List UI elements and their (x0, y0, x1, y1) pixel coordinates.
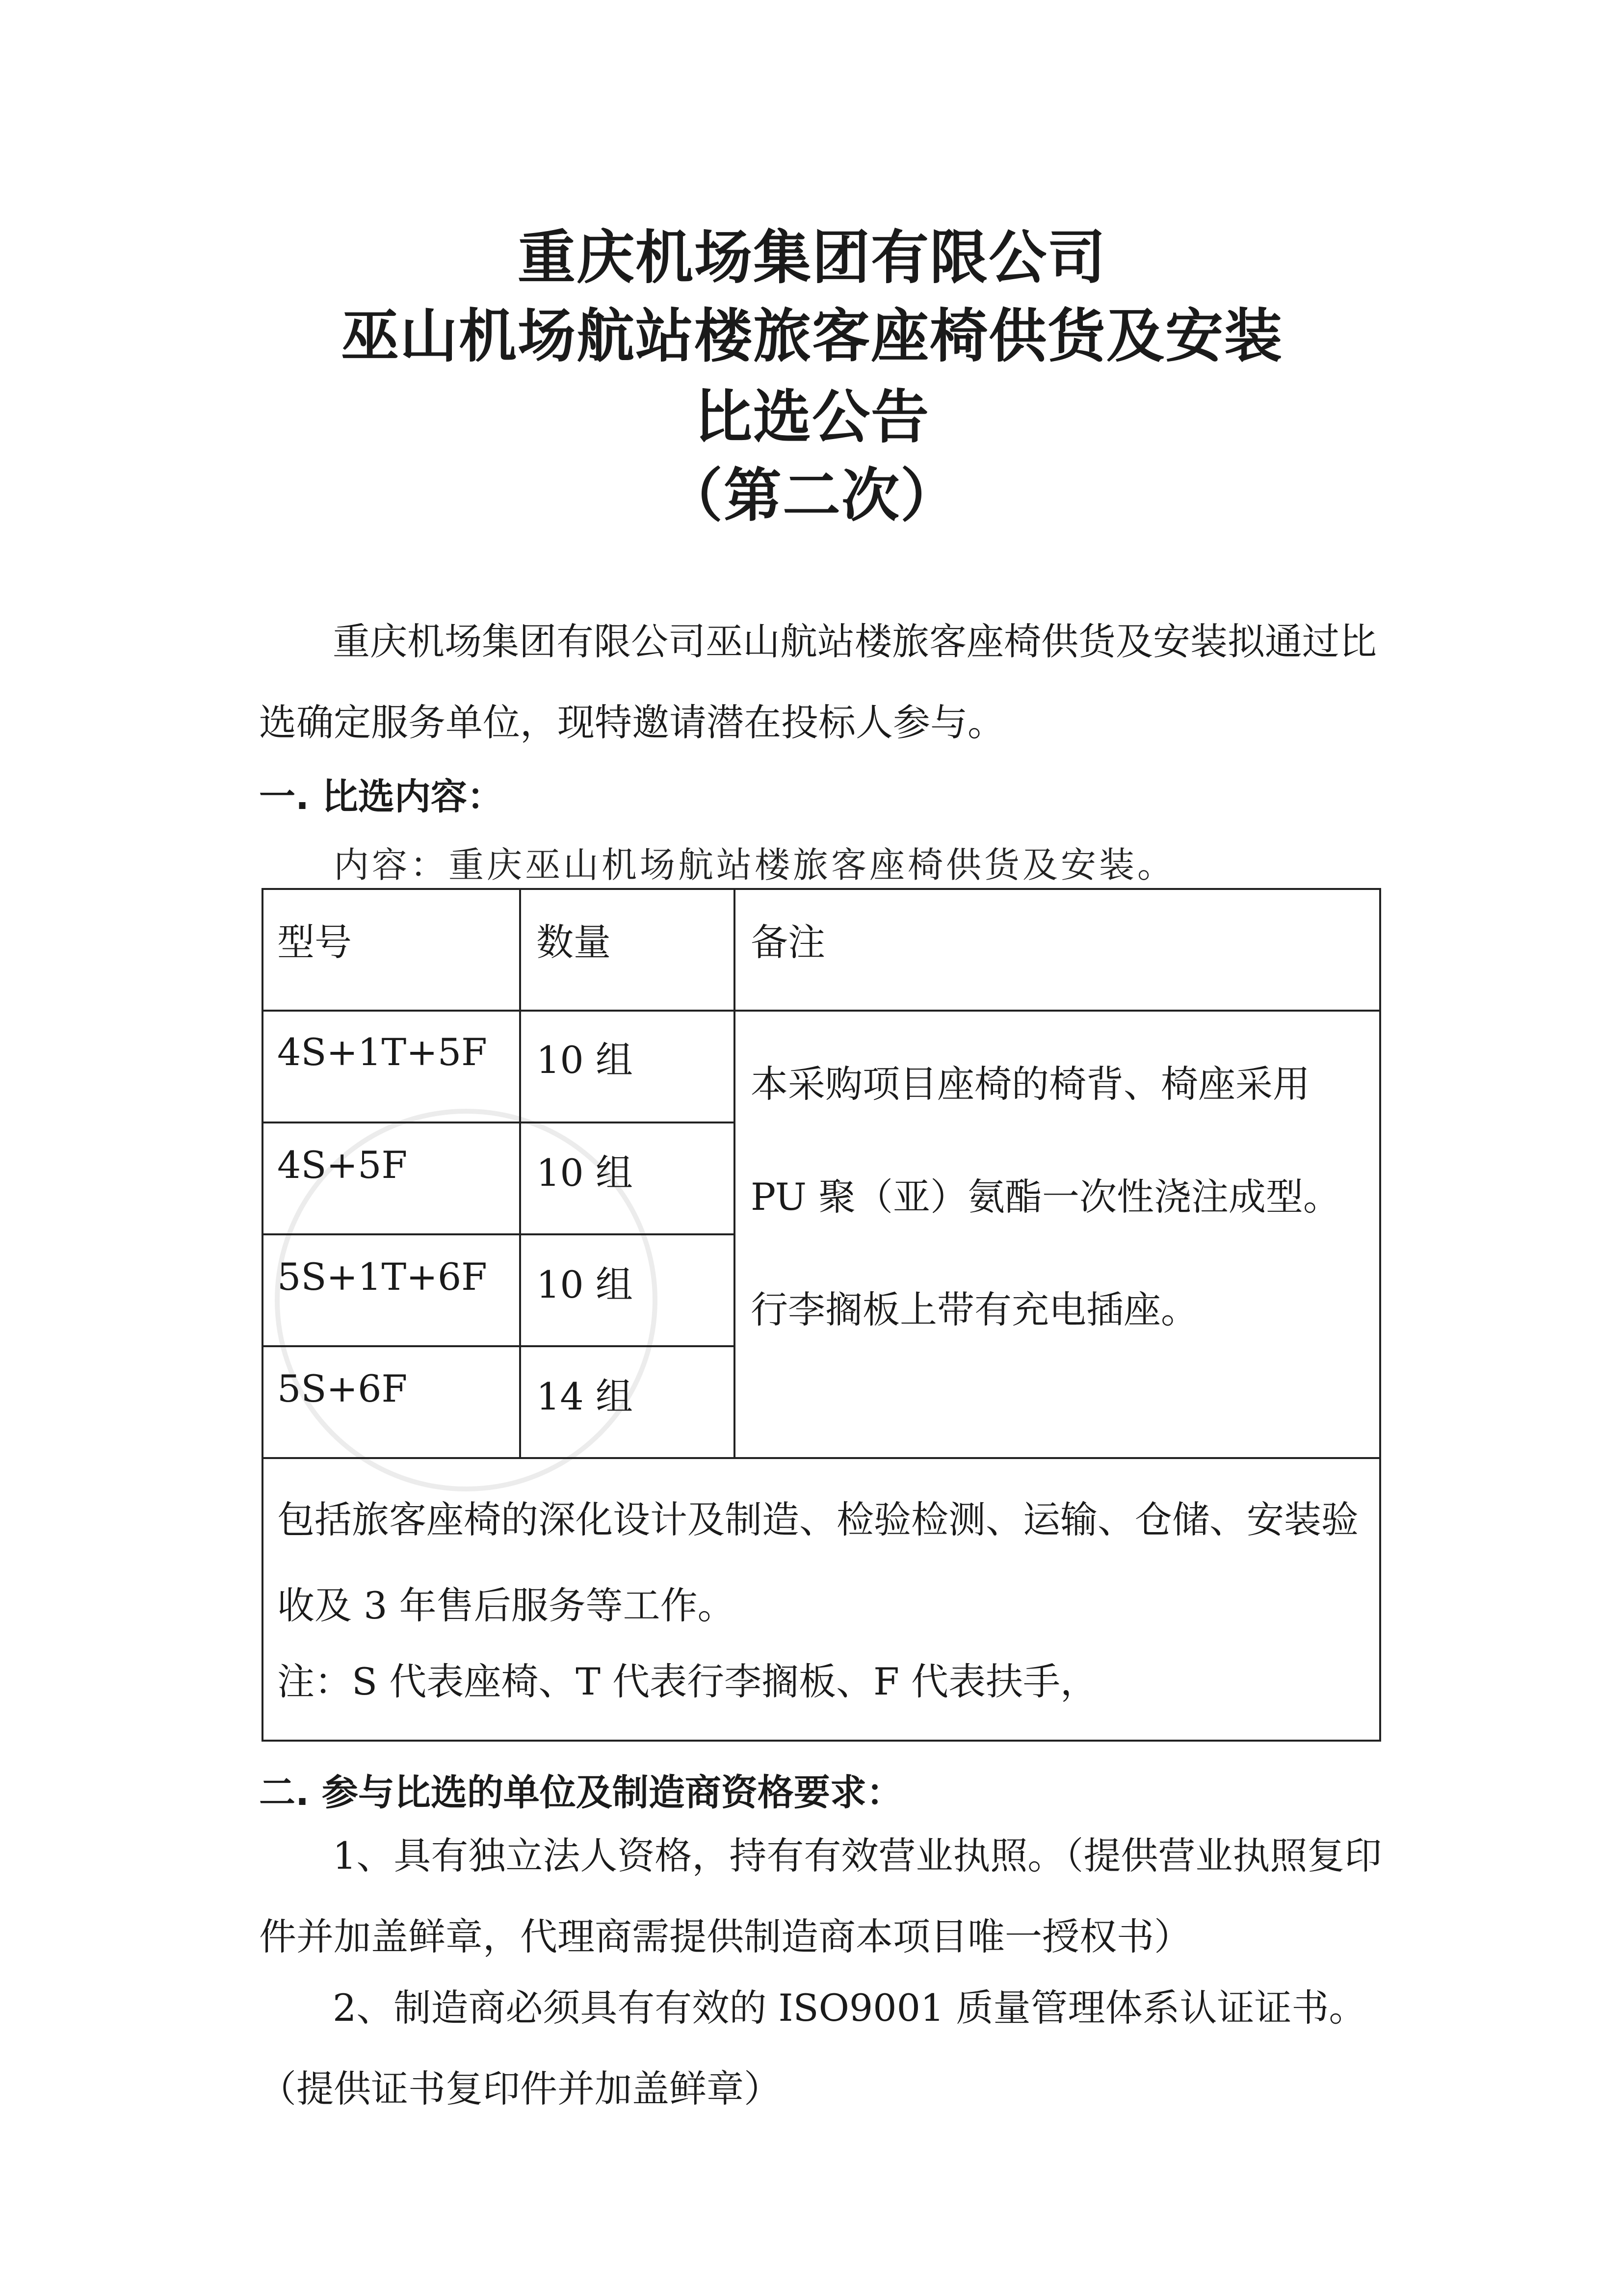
table-header-qty: 数量 (536, 920, 611, 964)
table-border-bottom (262, 1740, 1381, 1742)
table-col-line-2 (733, 888, 735, 1458)
table-header-model: 型号 (277, 920, 352, 964)
table-remark-text: 本采购项目座椅的椅背、椅座采用PU 聚（亚）氨酯一次性浇注成型。行李搁板上带有充电插座。 (751, 1062, 1341, 1331)
table-border-right (1379, 888, 1381, 1742)
qualification-item-2: 2、制造商必须具有有效的 ISO9001 质量管理体系认证证书。（提供证书复印件并加盖鲜章） (259, 1986, 1366, 2111)
table-cell-qty: 10 组 (536, 1151, 633, 1195)
table-col-line-1 (519, 888, 521, 1458)
section-1-content-line: 内容：重庆巫山机场航站楼旅客座椅供货及安装。 (334, 844, 1176, 886)
table-row-line-1 (262, 1122, 735, 1123)
section-2-heading: 二. 参与比选的单位及制造商资格要求： (259, 1772, 903, 1814)
section-1-heading: 一. 比选内容： (259, 776, 503, 818)
title-line-4: （第二次） (664, 462, 959, 529)
table-row-line-3 (262, 1345, 735, 1347)
qualification-item-1: 1、具有独立法人资格，持有有效营业执照。（提供营业执照复印件并加盖鲜章，代理商需提供制造商本项目唯一授权书） (259, 1834, 1382, 1958)
table-cell-model: 5S+1T+6F (277, 1255, 487, 1299)
intro-paragraph: 重庆机场集团有限公司巫山航站楼旅客座椅供货及安装拟通过比选确定服务单位，现特邀请潜在投标人参与。 (259, 620, 1377, 744)
table-row-line-4 (262, 1457, 1381, 1459)
table-cell-qty: 10 组 (536, 1263, 633, 1306)
table-header-remark: 备注 (751, 920, 825, 964)
table-cell-qty: 10 组 (536, 1038, 633, 1082)
table-cell-model: 5S+6F (277, 1367, 408, 1410)
table-cell-model: 4S+5F (277, 1143, 408, 1187)
title-line-1: 重庆机场集团有限公司 (517, 224, 1106, 291)
table-header-separator (262, 1010, 1381, 1012)
table-cell-qty: 14 组 (536, 1375, 633, 1418)
title-line-2: 巫山机场航站楼旅客座椅供货及安装 (341, 302, 1283, 370)
table-cell-model: 4S+1T+5F (277, 1030, 487, 1074)
title-line-3: 比选公告 (694, 383, 930, 451)
table-note-text: 注：S 代表座椅、T 代表行李搁板、F 代表扶手， (277, 1660, 1098, 1703)
table-border-top (262, 888, 1381, 890)
table-border-left (262, 888, 263, 1742)
table-row-line-2 (262, 1233, 735, 1235)
table-scope-text: 包括旅客座椅的深化设计及制造、检验检测、运输、仓储、安装验收及 3 年售后服务等工作。 (277, 1498, 1359, 1627)
